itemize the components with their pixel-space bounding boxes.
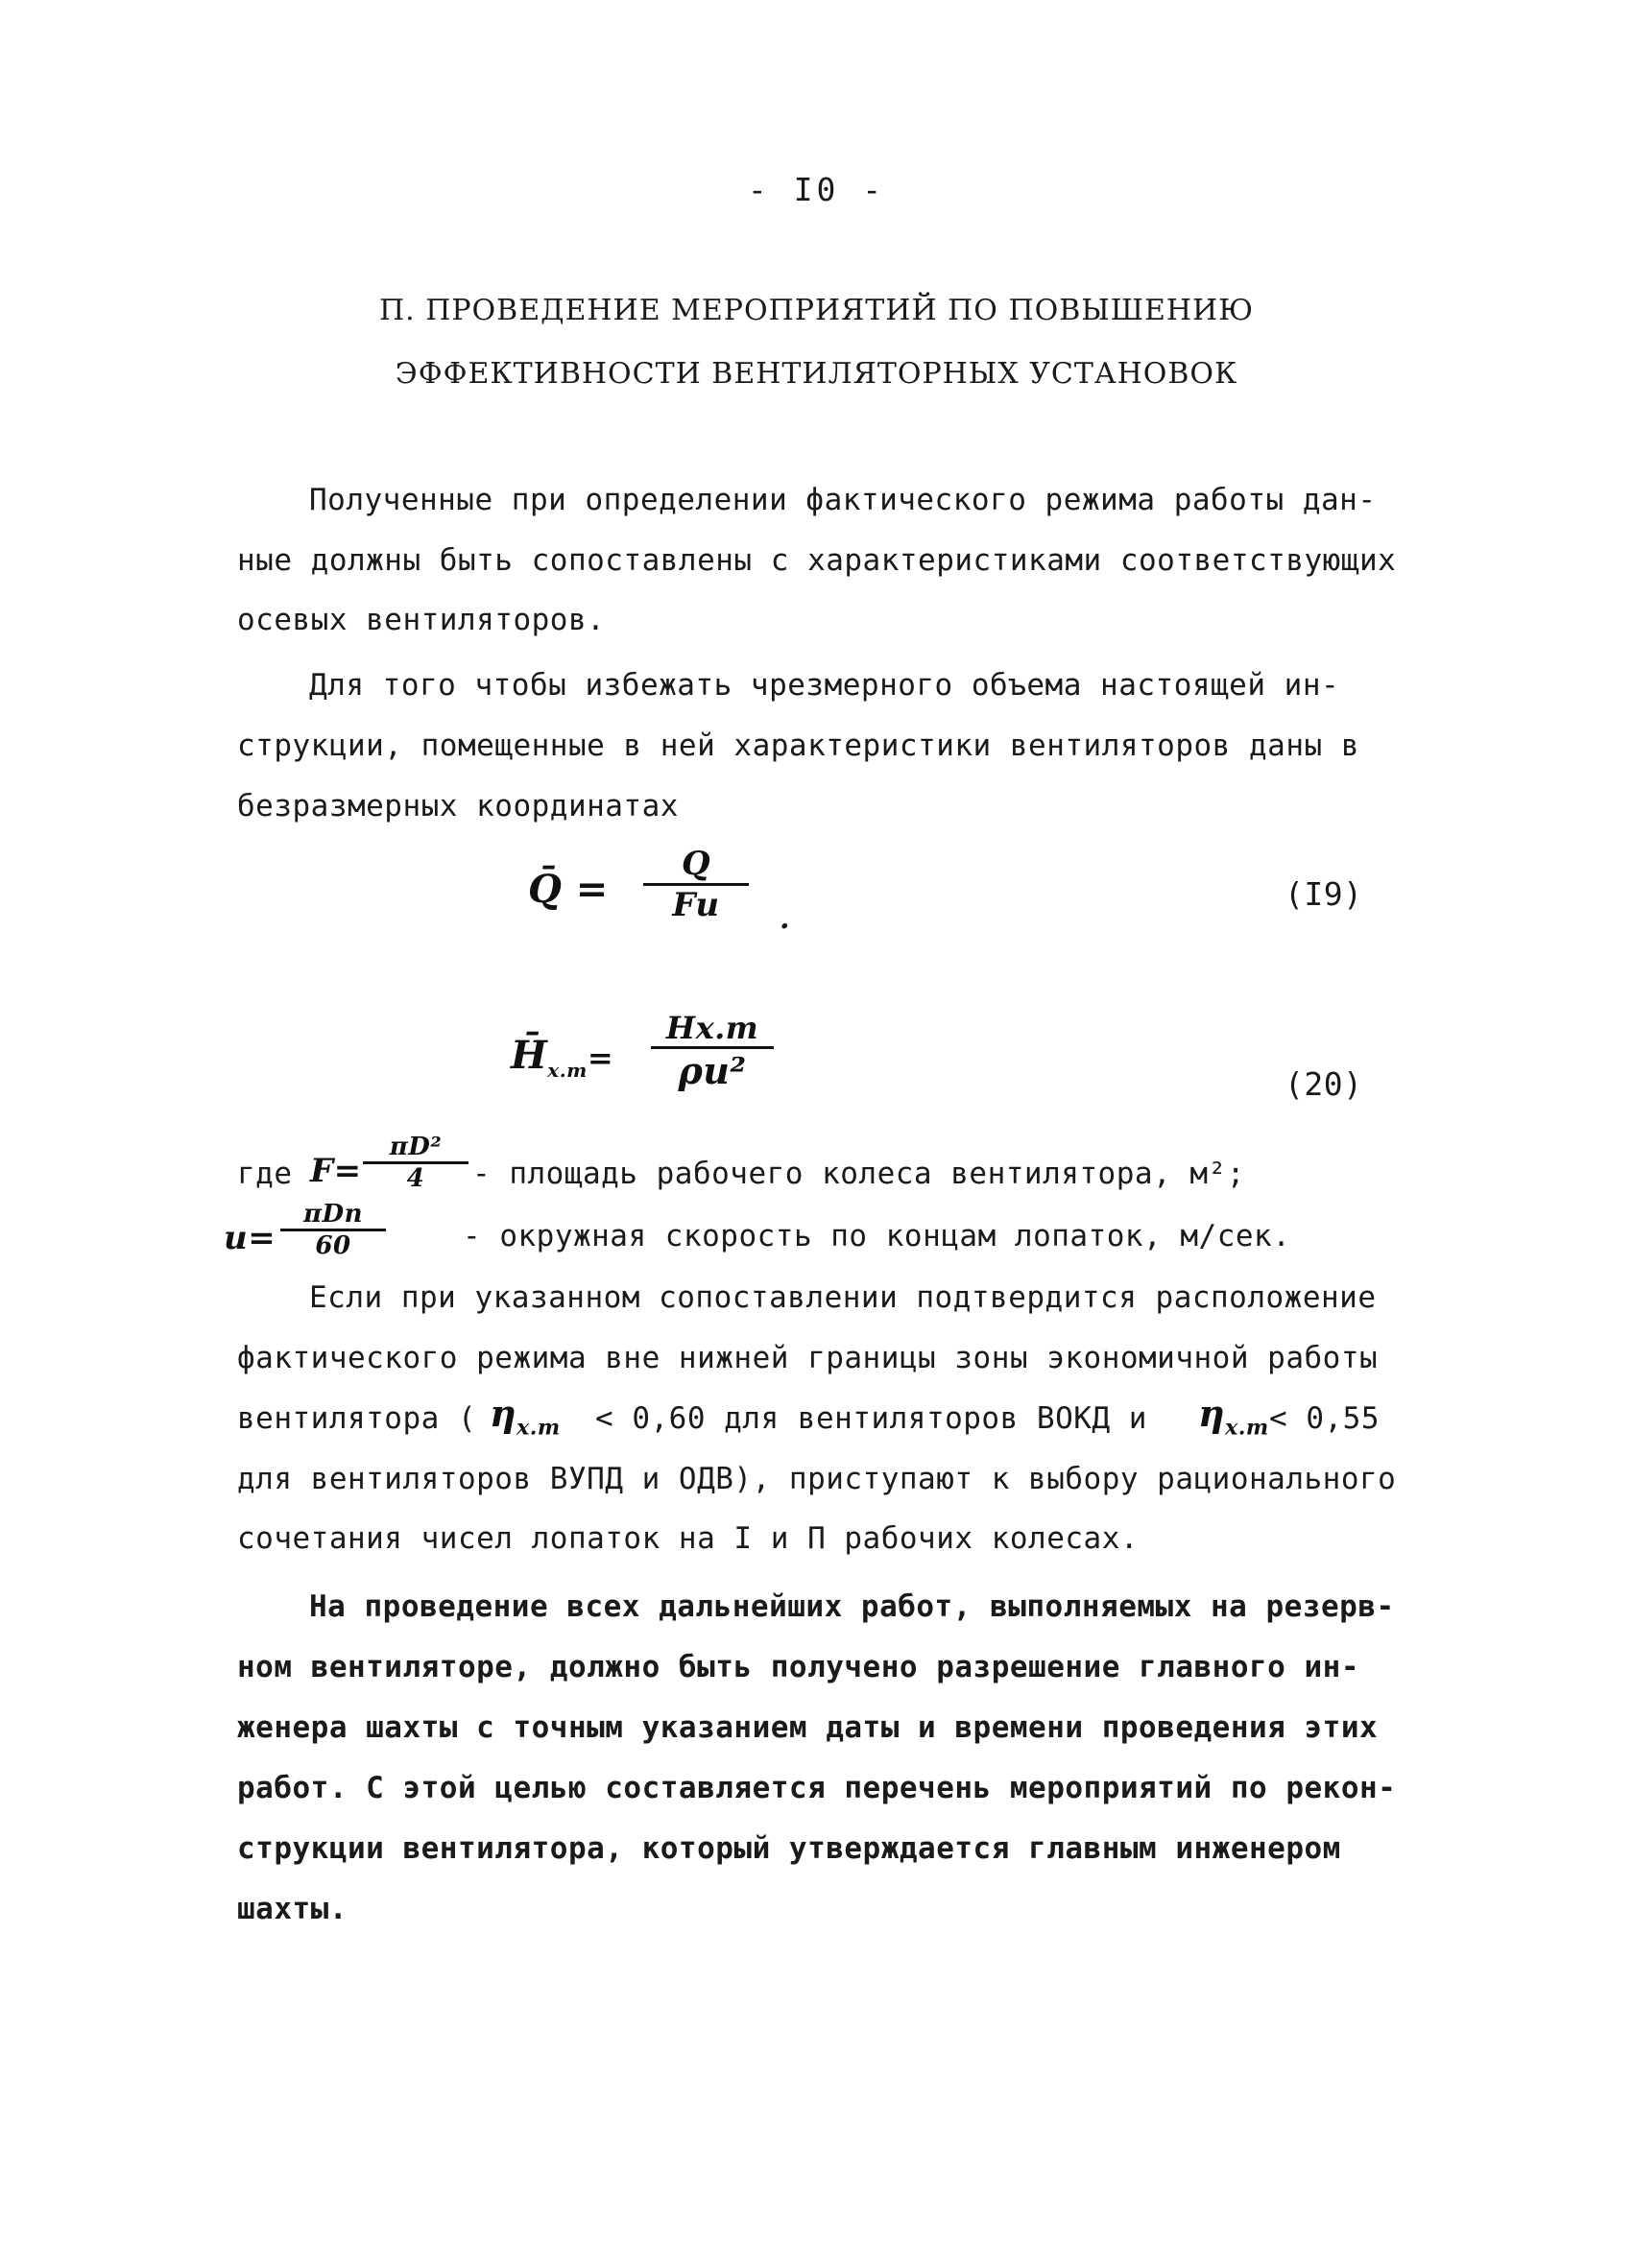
para1-line-2: ные должны быть сопоставлены с характеристиками соответствующих (237, 543, 1397, 578)
page-number: - I0 - (747, 171, 886, 208)
eq19-number: (I9) (1285, 875, 1363, 913)
eta-symbol-1 (490, 1392, 561, 1441)
where-word: где (237, 1157, 293, 1191)
F-definition-lhs: F= (310, 1152, 362, 1190)
para1-line-1: Полученные при определении фактического режима работы дан- (309, 483, 1377, 517)
eq20-numerator: Hх.т (665, 1010, 759, 1046)
para4-line-6: шахты. (237, 1892, 348, 1926)
para1-line-3: осевых вентиляторов. (237, 603, 606, 637)
eta-2-subscript: х.т (1225, 1415, 1269, 1441)
para3-line-3-start: вентилятора ( (237, 1401, 477, 1436)
eq19-period: . (780, 902, 790, 936)
eq20-equals: = (587, 1039, 614, 1076)
para4-line-4: работ. С этой целью составляется перечень мероприятий по рекон- (237, 1771, 1397, 1805)
F-definition-fraction (363, 1133, 468, 1193)
F-definition-text: - площадь рабочего колеса вентилятора, м²; (472, 1157, 1245, 1191)
u-definition-lhs: u= (224, 1219, 276, 1257)
eq19-fraction (643, 845, 749, 924)
para3-line-3-end: < 0,55 (1269, 1401, 1380, 1436)
para3-line-2: фактического режима вне нижней границы зоны экономичной работы (237, 1341, 1379, 1375)
u-denominator: 60 (315, 1231, 351, 1260)
u-numerator: πDn (303, 1200, 363, 1229)
section-heading-line-1: П. ПРОВЕДЕНИЕ МЕРОПРИЯТИЙ ПО ПОВЫШЕНИЮ (378, 294, 1255, 327)
eta-1-subscript: х.т (516, 1415, 561, 1441)
F-numerator: πD² (389, 1133, 443, 1161)
eq20-lhs-symbol: H̄ (511, 1033, 548, 1078)
eq20-fraction (651, 1010, 774, 1092)
para4-line-3: женера шахты с точным указанием даты и времени проведения этих (237, 1710, 1379, 1745)
eq20-denominator: ρu² (678, 1049, 747, 1092)
para3-line-3-middle: < 0,60 для вентиляторов ВОКД и (595, 1401, 1147, 1436)
para3-line-4: для вентиляторов ВУПД и ОДВ), приступают к выбору рационального (237, 1462, 1397, 1496)
eta-1: η (490, 1392, 517, 1435)
para4-line-2: ном вентиляторе, должно быть получено разрешение главного ин- (237, 1650, 1359, 1684)
u-definition-text: - окружная скорость по концам лопаток, м/сек. (463, 1219, 1291, 1253)
section-heading-line-2: ЭФФЕКТИВНОСТИ ВЕНТИЛЯТОРНЫХ УСТАНОВОК (395, 357, 1238, 391)
eq20-lhs (511, 1033, 613, 1082)
para3-line-1: Если при указанном сопоставлении подтвердится расположение (309, 1280, 1377, 1315)
u-definition-fraction (280, 1200, 386, 1260)
eq20-lhs-subscript: х.т (547, 1059, 588, 1082)
eq19-lhs: Q̄ = (528, 867, 609, 912)
eq19-denominator: Fu (672, 886, 720, 924)
F-denominator: 4 (406, 1164, 425, 1193)
para2-line-2: струкции, помещенные в ней характеристики вентиляторов даны в (237, 728, 1359, 763)
para4-line-5: струкции вентилятора, который утверждается главным инженером (237, 1831, 1341, 1866)
eq19-numerator: Q (681, 845, 711, 883)
eta-symbol-2 (1198, 1392, 1269, 1441)
para2-line-3: безразмерных координатах (237, 789, 679, 824)
eq20-number: (20) (1285, 1065, 1363, 1103)
para3-line-5: сочетания чисел лопаток на I и П рабочих колесах. (237, 1521, 1140, 1556)
para4-line-1: На проведение всех дальнейших работ, выполняемых на резерв- (309, 1589, 1395, 1624)
para2-line-1: Для того чтобы избежать чрезмерного объема настоящей ин- (309, 668, 1340, 703)
eta-2: η (1198, 1392, 1226, 1435)
